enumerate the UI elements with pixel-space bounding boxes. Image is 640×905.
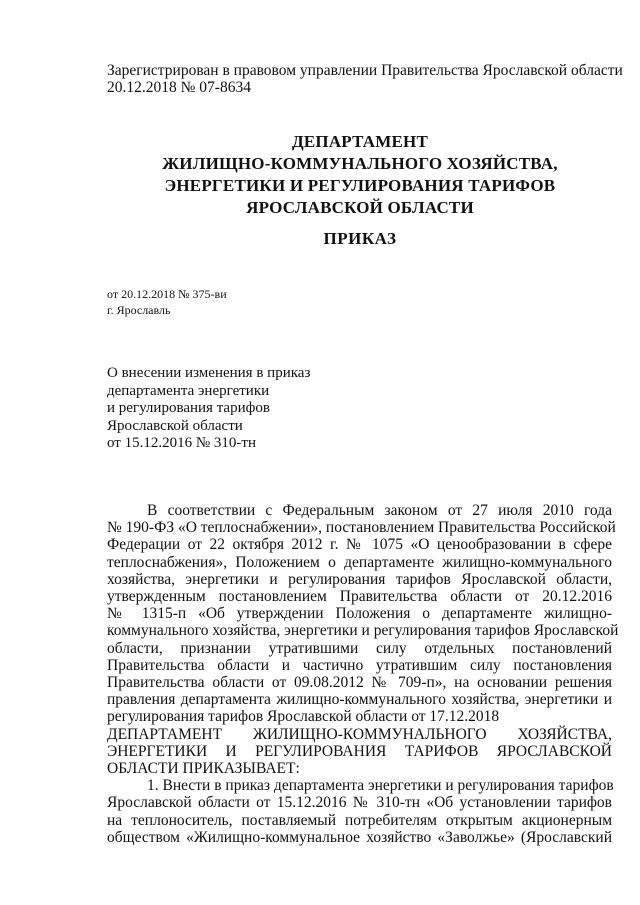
body-line: Федерации от 22 октября 2012 г. № 1075 «О ценообразовании в сфере <box>107 536 612 554</box>
body-line: правления департамента жилищно-коммунального хозяйства, энергетики и <box>107 691 612 709</box>
subject-line: от 15.12.2016 № 310-тн <box>107 435 256 452</box>
order-title: ПРИКАЗ <box>323 229 397 248</box>
body-line: Ярославской области от 15.12.2016 № 310-тн «Об установлении тарифов <box>107 794 612 812</box>
body-line: коммунального хозяйства, энергетики и регулирования тарифов Ярославской <box>107 622 619 640</box>
body-line: В соответствии с Федеральным законом от 27 июля 2010 года <box>147 502 612 519</box>
subject-line: О внесении изменения в приказ <box>107 365 311 381</box>
department-header <box>100 131 620 219</box>
registration-stamp <box>107 62 623 96</box>
body-line: ДЕПАРТАМЕНТ ЖИЛИЩНО-КОММУНАЛЬНОГО ХОЗЯЙСТВА, <box>107 725 612 743</box>
body-line: регулирования тарифов Ярославской области от 17.12.2018 <box>107 708 500 726</box>
body-line: хозяйства, энергетики и регулирования тарифов Ярославской области, <box>107 570 612 588</box>
body-line: № 190-ФЗ «О теплоснабжении», постановлением Правительства Российской <box>107 519 616 537</box>
department-line: ЭНЕРГЕТИКИ И РЕГУЛИРОВАНИЯ ТАРИФОВ <box>164 176 556 195</box>
order-date-number: от 20.12.2018 № 375-ви <box>107 287 227 301</box>
body-line: ОБЛАСТИ ПРИКАЗЫВАЕТ: <box>107 760 300 778</box>
body-line: утвержденным постановлением Правительства области от 20.12.2016 <box>107 588 612 606</box>
order-meta <box>107 286 227 318</box>
subject-line: и регулирования тарифов <box>107 400 270 417</box>
body-line: ЭНЕРГЕТИКИ И РЕГУЛИРОВАНИЯ ТАРИФОВ ЯРОСЛАВСКОЙ <box>107 742 612 760</box>
order-body <box>107 502 619 846</box>
department-line: ЯРОСЛАВСКОЙ ОБЛАСТИ <box>246 198 474 217</box>
body-line: на теплоноситель, поставляемый потребителям открытым акционерным <box>107 811 612 829</box>
body-line: № 1315-п «Об утверждении Положения о департаменте жилищно- <box>107 605 612 623</box>
registration-line-2: 20.12.2018 № 07-8634 <box>107 79 251 96</box>
department-line: ДЕПАРТАМЕНТ <box>291 132 429 151</box>
body-line: обществом «Жилищно-коммунальное хозяйство «Заволжье» (Ярославский <box>107 828 612 846</box>
body-line: теплоснабжения», Положением о департаменте жилищно-коммунального <box>107 553 612 571</box>
department-line: ЖИЛИЩНО-КОММУНАЛЬНОГО ХОЗЯЙСТВА, <box>162 154 558 173</box>
registration-line-1: Зарегистрирован в правовом управлении Правительства Ярославской области <box>107 62 623 79</box>
order-subject <box>107 365 310 453</box>
body-line: Правительства области и частично утратившим силу постановления <box>107 656 612 674</box>
body-line: Правительства области от 09.08.2012 № 709-п», на основании решения <box>107 674 612 692</box>
subject-line: департамента энергетики <box>107 382 270 399</box>
body-line: области, признании утратившими силу отдельных постановлений <box>107 639 612 657</box>
subject-line: Ярославской области <box>107 417 243 434</box>
order-city: г. Ярославль <box>107 303 171 317</box>
body-line: 1. Внести в приказ департамента энергетики и регулирования тарифов <box>147 777 614 795</box>
